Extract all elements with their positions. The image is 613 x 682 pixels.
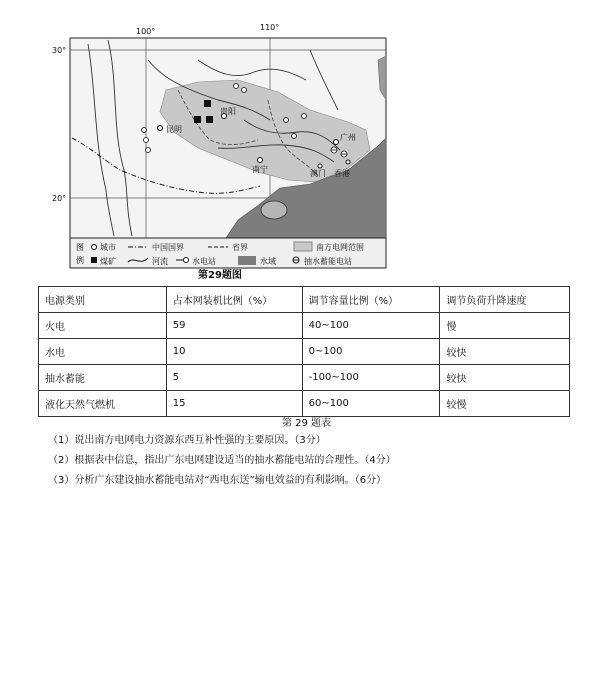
map-figure <box>48 20 388 280</box>
hydro-station-marker <box>284 118 289 123</box>
legend-national-border-label: 中国国界 <box>152 243 184 252</box>
legend-provincial-border-label: 省界 <box>232 243 248 252</box>
lat-label-20: 20° <box>52 194 67 203</box>
table-cell: 液化天然气燃机 <box>39 391 167 417</box>
table-row <box>39 339 570 365</box>
table-cell: 15 <box>166 391 302 417</box>
table-header-cell: 调节容量比例（%） <box>302 287 440 313</box>
legend-coal-mine-label: 煤矿 <box>100 257 116 266</box>
table-cell: 水电 <box>39 339 167 365</box>
hydro-station-marker <box>302 114 307 119</box>
table-cell: 较慢 <box>440 391 570 417</box>
city-marker-guangzhou <box>334 140 339 145</box>
legend-water-label: 水域 <box>260 257 276 266</box>
table-cell: 60~100 <box>302 391 440 417</box>
lon-label-100: 100° <box>136 27 156 36</box>
question-item: （2）根据表中信息，指出广东电网建设适当的抽水蓄能电站的合理性。（4分） <box>48 455 396 466</box>
hydro-station-marker <box>146 148 151 153</box>
table-cell: 5 <box>166 365 302 391</box>
legend-city-label: 城市 <box>100 243 116 252</box>
table-header-cell: 占本网装机比例（%） <box>166 287 302 313</box>
table-row <box>39 313 570 339</box>
table-caption: 第 29 题表 <box>281 418 332 429</box>
map-title: 第29题图 <box>198 270 242 280</box>
table-cell: 59 <box>166 313 302 339</box>
table-cell: -100~100 <box>302 365 440 391</box>
city-label-hongkong: 香港 <box>334 169 350 178</box>
table-cell: 10 <box>166 339 302 365</box>
table-cell: 慢 <box>440 313 570 339</box>
legend-river-label: 河流 <box>152 257 168 266</box>
city-label-kunming: 昆明 <box>166 125 182 134</box>
lon-label-110: 110° <box>260 23 280 32</box>
table-header-cell: 电源类别 <box>39 287 167 313</box>
hydro-station-marker <box>234 84 239 89</box>
hydro-station-marker <box>142 128 147 133</box>
city-label-guiyang: 贵阳 <box>220 107 236 116</box>
table-row <box>39 391 570 417</box>
question-item: （1）说出南方电网电力资源东西互补性强的主要原因。（3分） <box>48 435 326 446</box>
lat-label-30: 30° <box>52 46 67 55</box>
coal-mine-marker <box>206 116 213 123</box>
coal-mine-marker <box>194 116 201 123</box>
legend-pumped-storage-label: 抽水蓄能电站 <box>304 257 352 266</box>
city-marker-hongkong <box>346 160 350 164</box>
legend-grid-region-label: 南方电网范围 <box>316 243 364 252</box>
table-cell: 火电 <box>39 313 167 339</box>
hainan-island <box>261 201 287 219</box>
legend-hydro-station-symbol <box>184 258 189 263</box>
table-header-cell: 调节负荷升降速度 <box>440 287 570 313</box>
table-cell: 0~100 <box>302 339 440 365</box>
city-label-macau: 澳门 <box>310 169 326 178</box>
question-list <box>48 431 396 491</box>
legend-water-symbol <box>238 256 256 265</box>
table-cell: 较快 <box>440 365 570 391</box>
table-cell: 较快 <box>440 339 570 365</box>
city-marker-nanning <box>258 158 263 163</box>
legend-side-bottom: 例 <box>76 256 84 265</box>
city-marker-macau <box>318 164 322 168</box>
power-source-table <box>38 286 570 417</box>
city-label-guangzhou: 广州 <box>340 133 356 142</box>
map-svg <box>48 20 388 280</box>
question-item: （3）分析广东建设抽水蓄能电站对“西电东送”输电效益的有利影响。（6分） <box>48 475 387 486</box>
table-cell: 抽水蓄能 <box>39 365 167 391</box>
table-row <box>39 365 570 391</box>
city-marker-kunming <box>158 126 163 131</box>
hydro-station-marker <box>144 138 149 143</box>
table-header-row <box>39 287 570 313</box>
legend-side-top: 图 <box>76 243 84 252</box>
table-cell: 40~100 <box>302 313 440 339</box>
hydro-station-marker <box>292 134 297 139</box>
legend-hydro-station-label: 水电站 <box>192 257 216 266</box>
legend-coal-mine-symbol <box>91 257 97 263</box>
hydro-station-marker <box>242 88 247 93</box>
city-label-nanning: 南宁 <box>252 165 268 174</box>
legend-city-symbol <box>92 245 97 250</box>
legend-grid-region-symbol <box>294 242 312 251</box>
coal-mine-marker <box>204 100 211 107</box>
